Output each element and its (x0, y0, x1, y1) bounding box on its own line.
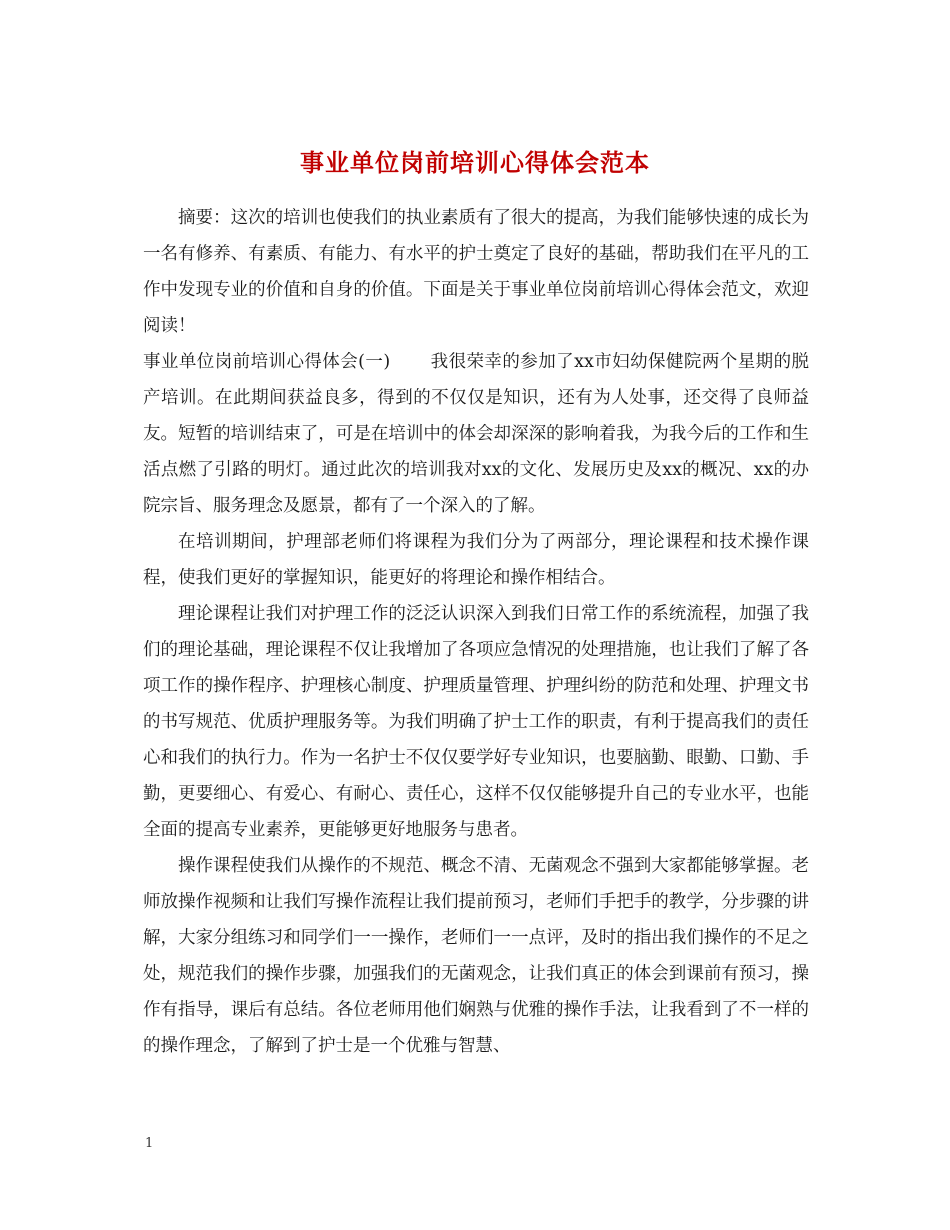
body-paragraph: 操作课程使我们从操作的不规范、概念不清、无菌观念不强到大家都能够掌握。老师放操作视频和让我们写操作流程让我们提前预习，老师们手把手的教学，分步骤的讲解，大家分组练习和同学们一一操作，老师们一一点评，及时的指出我们操作的不足之处，规范我们的操作步骤，加强我们的无菌观念，让我们真正的体会到课前有预习，操作有指导，课后有总结。各位老师用他们娴熟与优雅的操作手法，让我看到了不一样的的操作理念，了解到了护士是一个优雅与智慧、 (143, 856, 809, 1056)
section-one-paragraph (143, 344, 809, 524)
body-paragraph: 在培训期间，护理部老师们将课程为我们分为了两部分，理论课程和技术操作课程，使我们更好的掌握知识，能更好的将理论和操作相结合。 (143, 532, 809, 588)
page-number: 1 (145, 1136, 154, 1151)
section-heading: 事业单位岗前培训心得体会(一) (143, 352, 391, 372)
section-first-paragraph: 我很荣幸的参加了xx市妇幼保健院两个星期的脱产培训。在此期间获益良多，得到的不仅仅是知识，还有为人处事，还交得了良师益友。短暂的培训结束了，可是在培训中的体会却深深的影响着我，为我今后的工作和生活点燃了引路的明灯。通过此次的培训我对xx的文化、发展历史及xx的概况、xx的办院宗旨、服务理念及愿景，都有了一个深入的了解。 (143, 352, 809, 516)
abstract-paragraph: 摘要：这次的培训也使我们的执业素质有了很大的提高，为我们能够快速的成长为一名有修养、有素质、有能力、有水平的护士奠定了良好的基础，帮助我们在平凡的工作中发现专业的价值和自身的价值。下面是关于事业单位岗前培训心得体会范文，欢迎阅读！ (143, 208, 809, 336)
document-body (143, 200, 809, 1064)
body-paragraph: 理论课程让我们对护理工作的泛泛认识深入到我们日常工作的系统流程，加强了我们的理论基础，理论课程不仅让我增加了各项应急情况的处理措施，也让我们了解了各项工作的操作程序、护理核心制度、护理质量管理、护理纠纷的防范和处理、护理文书的书写规范、优质护理服务等。为我们明确了护士工作的职责，有利于提高我们的责任心和我们的执行力。作为一名护士不仅仅要学好专业知识，也要脑勤、眼勤、口勤、手勤，更要细心、有爱心、有耐心、责任心，这样不仅仅能够提升自己的专业水平，也能全面的提高专业素养，更能够更好地服务与患者。 (143, 604, 809, 840)
document-title: 事业单位岗前培训心得体会范本 (300, 148, 650, 178)
